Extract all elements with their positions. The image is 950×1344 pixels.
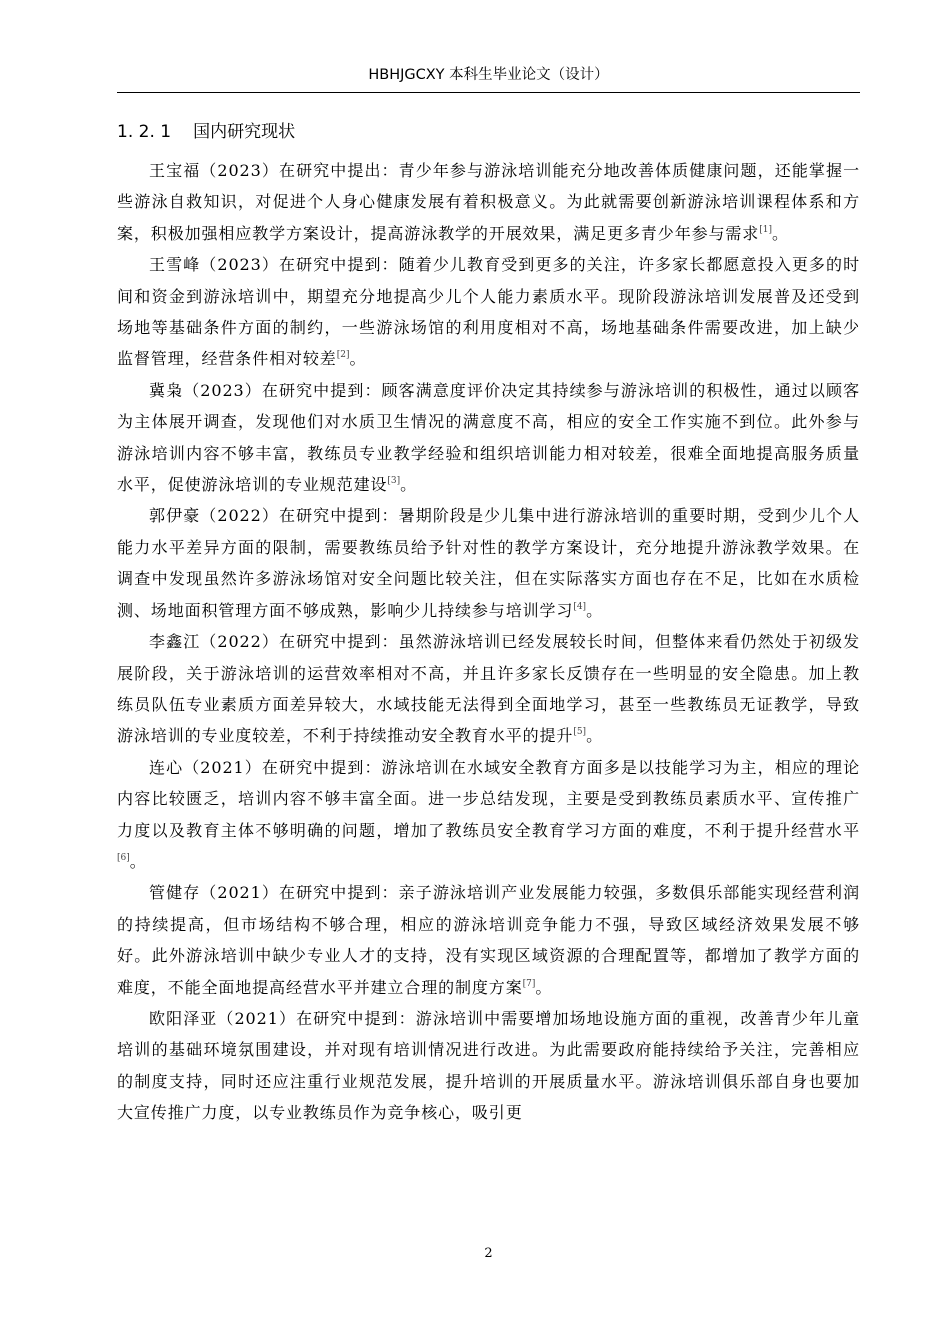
paragraph-text: 李鑫江（2022）在研究中提到：虽然游泳培训已经发展较长时间，但整体来看仍然处于初级发展阶段，关于游泳培训的运营效率相对不高，并且许多家长反馈存在一些明显的安全隐患。加上教练员队伍专业素质方面差异较大，水域技能无法得到全面地学习，甚至一些教练员无证教学，导致游泳培训的专业度较差，不利于持续推动安全教育水平的提升 <box>117 632 860 746</box>
citation-ref: [1] <box>759 224 772 235</box>
paragraph <box>117 626 860 752</box>
paragraph-text: 王宝福（2023）在研究中提出：青少年参与游泳培训能充分地改善体质健康问题，还能掌握一些游泳自救知识，对促进个人身心健康发展有着积极意义。为此就需要创新游泳培训课程体系和方案，积极加强相应教学方案设计，提高游泳教学的开展效果，满足更多青少年参与需求 <box>117 161 860 243</box>
paragraph <box>117 375 860 501</box>
citation-ref: [5] <box>573 727 587 738</box>
citation-ref: [7] <box>522 978 536 989</box>
citation-ref: [3] <box>387 476 401 487</box>
paragraph-end: 。 <box>400 475 418 495</box>
paragraph-end: 。 <box>535 977 553 997</box>
header-rule <box>117 92 860 93</box>
citation-ref: [2] <box>336 350 350 361</box>
paragraph <box>117 877 860 1003</box>
paragraph-text: 郭伊豪（2022）在研究中提到：暑期阶段是少儿集中进行游泳培训的重要时期，受到少儿个人能力水平差异方面的限制，需要教练员给予针对性的教学方案设计，充分地提升游泳教学效果。在调查中发现虽然许多游泳场馆对安全问题比较关注，但在实际落实方面也存在不足，比如在水质检测、场地面积管理方面不够成熟，影响少儿持续参与培训学习 <box>117 506 860 620</box>
paragraph-text: 王雪峰（2023）在研究中提到：随着少儿教育受到更多的关注，许多家长都愿意投入更多的时间和资金到游泳培训中，期望充分地提高少儿个人能力素质水平。现阶段游泳培训发展普及还受到场地等基础条件方面的制约，一些游泳场馆的利用度相对不高，场地基础条件需要改进，加上缺少监督管理，经营条件相对较差 <box>117 255 860 369</box>
paragraph <box>117 752 860 878</box>
section-number: 1. 2. 1 <box>117 122 172 142</box>
page-header: HBHJGCXY 本科生毕业论文（设计） <box>368 67 609 83</box>
paragraph-end: 。 <box>586 600 603 620</box>
citation-ref: [4] <box>573 601 587 612</box>
page-number: 2 <box>484 1246 493 1261</box>
citation-ref: [6] <box>117 852 130 863</box>
paragraph-end: 。 <box>586 726 603 746</box>
paragraph-end: 。 <box>129 851 147 871</box>
body-text <box>117 155 860 1129</box>
paragraph-text: 连心（2021）在研究中提到：游泳培训在水域安全教育方面多是以技能学习为主，相应的理论内容比较匮乏，培训内容不够丰富全面。进一步总结发现，主要是受到教练员素质水平、宣传推广力度以及教育主体不够明确的问题，增加了教练员安全教育学习方面的难度，不利于提升经营水平 <box>117 757 860 840</box>
paragraph-text: 管健存（2021）在研究中提到：亲子游泳培训产业发展能力较强，多数俱乐部能实现经营利润的持续提高，但市场结构不够合理，相应的游泳培训竞争能力不强，导致区域经济效果发展不够好。此外游泳培训中缺少专业人才的支持，没有实现区域资源的合理配置等，都增加了教学方面的难度，不能全面地提高经营水平并建立合理的制度方案 <box>117 883 860 997</box>
section-title: 国内研究现状 <box>193 122 296 142</box>
paragraph <box>117 249 860 375</box>
paragraph <box>117 1003 860 1129</box>
paragraph-text: 冀枭（2023）在研究中提到：顾客满意度评价决定其持续参与游泳培训的积极性，通过以顾客为主体展开调查，发现他们对水质卫生情况的满意度不高，相应的安全工作实施不到位。此外参与游泳培训内容不够丰富，教练员专业教学经验和组织培训能力相对较差，很难全面地提高服务质量水平，促使游泳培训的专业规范建设 <box>117 380 860 495</box>
paragraph <box>117 500 860 626</box>
section-heading <box>117 117 295 147</box>
paragraph-text: 欧阳泽亚（2021）在研究中提到：游泳培训中需要增加场地设施方面的重视，改善青少年儿童培训的基础环境氛围建设，并对现有培训情况进行改进。为此需要政府能持续给予关注，完善相应的制度支持，同时还应注重行业规范发展，提升培训的开展质量水平。游泳培训俱乐部自身也要加大宣传推广力度，以专业教练员作为竞争核心，吸引更 <box>117 1008 860 1123</box>
paragraph-end: 。 <box>771 223 789 243</box>
paragraph <box>117 155 860 249</box>
paragraph-end: 。 <box>349 349 367 369</box>
